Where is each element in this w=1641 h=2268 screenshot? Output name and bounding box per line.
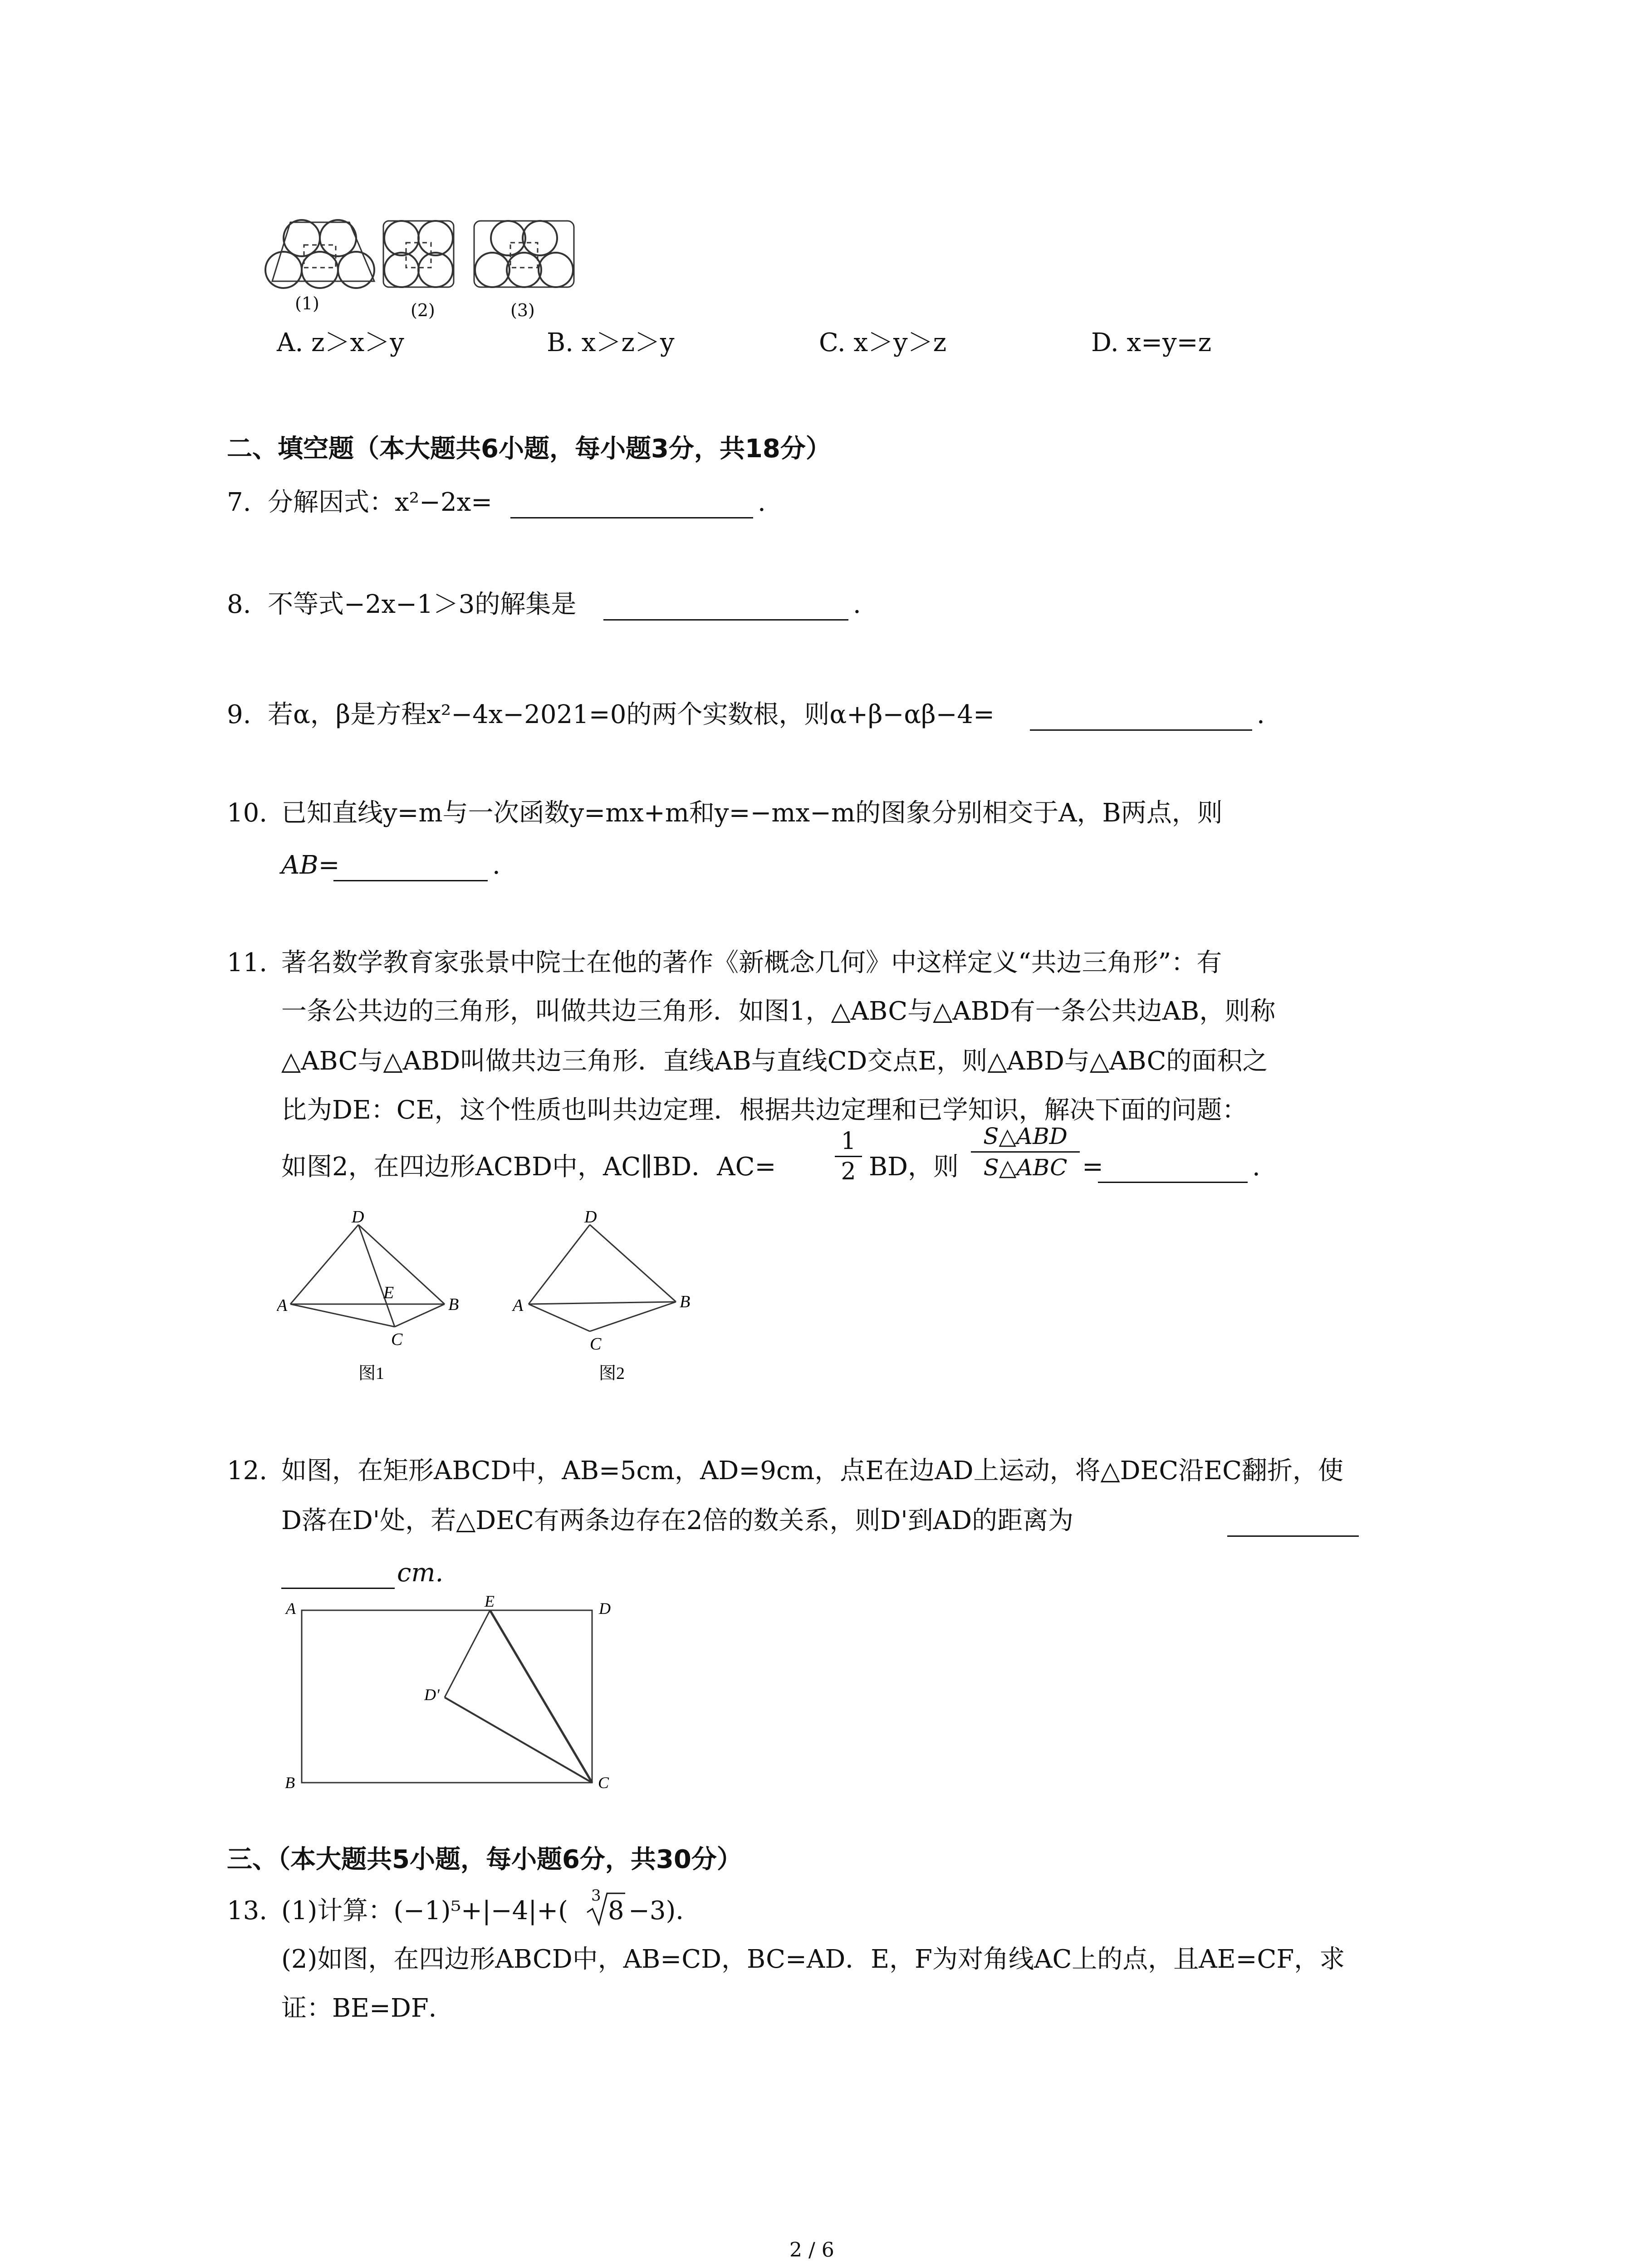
- q13-part2-line1: (2)如图，在四边形ABCD中，AB=CD，BC=AD．E，F为对角线AC上的点，且AE=CF，求: [281, 1945, 1345, 1974]
- q11-figure-1: [277, 1211, 472, 1383]
- cube-root-radicand: 8: [608, 1896, 624, 1926]
- q13-part1-end: −3)．: [628, 1896, 701, 1926]
- q7-text: 分解因式：x²−2x=: [268, 488, 493, 517]
- q7-end: .: [758, 488, 766, 517]
- option-b: B. x＞z＞y: [547, 328, 675, 357]
- q7-answer-blank[interactable]: [510, 517, 753, 518]
- q11-number: 11.: [227, 948, 268, 978]
- fig1-label-c: C: [391, 1330, 403, 1349]
- q9-text: 若α，β是方程x²−4x−2021=0的两个实数根，则α+β−αβ−4=: [268, 700, 995, 729]
- q9-answer-blank[interactable]: [1030, 729, 1252, 731]
- q10-end: .: [492, 850, 500, 880]
- ratio-numerator: S△ABD: [983, 1123, 1068, 1149]
- q12-label-e: E: [485, 1592, 495, 1610]
- q11-line3: △ABC与△ABD叫做共边三角形．直线AB与直线CD交点E，则△ABD与△ABC的面积之: [281, 1046, 1268, 1076]
- q13-part2-line2: 证：BE=DF．: [281, 1994, 454, 2023]
- q11-equals: =: [1082, 1152, 1103, 1182]
- frac-numerator: 1: [841, 1128, 856, 1155]
- q12-label-c: C: [598, 1774, 609, 1792]
- fig1-label-a: A: [277, 1296, 288, 1315]
- q12-line2: D落在D'处，若△DEC有两条边存在2倍的数关系，则D'到AD的距离为: [281, 1506, 1074, 1535]
- q11-line5-a: 如图2，在四边形ACBD中，AC∥BD．AC=: [281, 1152, 776, 1182]
- cube-root-index: 3: [591, 1887, 601, 1905]
- q12-line3: cm.: [397, 1558, 444, 1588]
- q11-line1: 著名数学教育家张景中院士在他的著作《新概念几何》中这样定义“共边三角形”：有: [281, 948, 1222, 978]
- q12-label-dprime: D': [424, 1686, 440, 1704]
- fig1-caption: 图1: [358, 1364, 385, 1383]
- q11-end: .: [1252, 1152, 1260, 1182]
- q8-number: 8.: [227, 590, 251, 619]
- ratio-denominator: S△ABC: [983, 1154, 1068, 1181]
- option-c: C. x＞y＞z: [819, 328, 947, 357]
- fig1-label-b: B: [448, 1295, 459, 1314]
- q11-area-ratio: [971, 1125, 1080, 1179]
- q10-answer-blank[interactable]: [333, 880, 488, 881]
- q8-end: .: [853, 590, 861, 619]
- q10-line2: AB=: [281, 850, 340, 880]
- fig2-label-c: C: [590, 1334, 602, 1354]
- fig1-label-d: D: [352, 1211, 364, 1227]
- q12-answer-blank-part2[interactable]: [281, 1588, 395, 1589]
- q12-rectangle-figure: [277, 1592, 622, 1792]
- q11-figure-2: [508, 1211, 703, 1383]
- fig2-label-b: B: [680, 1292, 691, 1311]
- fig-label-2: (2): [411, 300, 435, 320]
- fig2-caption: 图2: [599, 1364, 625, 1383]
- section-3-title: 三、（本大题共5小题，每小题6分，共30分）: [227, 1845, 742, 1874]
- q12-line1: 如图，在矩形ABCD中，AB=5cm，AD=9cm，点E在边AD上运动，将△DEC沿EC翻折，使: [281, 1456, 1343, 1486]
- section-2-title: 二、填空题（本大题共6小题，每小题3分，共18分）: [227, 434, 831, 464]
- q12-number: 12.: [227, 1456, 268, 1486]
- fig1-label-e: E: [383, 1283, 394, 1302]
- q13-part1: (1)计算：(−1)⁵+|−4|+(: [281, 1896, 568, 1926]
- option-a: A. z＞x＞y: [277, 328, 404, 357]
- q8-answer-blank[interactable]: [603, 619, 848, 621]
- option-d: D. x=y=z: [1091, 328, 1212, 357]
- q11-line2: 一条公共边的三角形，叫做共边三角形．如图1，△ABC与△ABD有一条公共边AB，则称: [281, 997, 1276, 1026]
- q9-end: .: [1257, 700, 1265, 729]
- fig2-label-a: A: [513, 1296, 524, 1315]
- q9-number: 9.: [227, 700, 251, 729]
- q11-line5-b: BD，则: [869, 1152, 959, 1182]
- q11-line4: 比为DE：CE，这个性质也叫共边定理．根据共边定理和已学知识，解决下面的问题：: [281, 1095, 1248, 1125]
- q10-line1: 已知直线y=m与一次函数y=mx+m和y=−mx−m的图象分别相交于A，B两点，则: [281, 798, 1223, 828]
- q10-number: 10.: [227, 798, 268, 828]
- fig2-label-d: D: [584, 1211, 597, 1227]
- fig-label-1: (1): [295, 293, 319, 313]
- q13-number: 13.: [227, 1896, 268, 1926]
- q8-text: 不等式−2x−1＞3的解集是: [268, 590, 577, 619]
- q11-answer-blank[interactable]: [1098, 1182, 1248, 1183]
- q12-answer-blank-part1[interactable]: [1227, 1535, 1359, 1537]
- frac-denominator: 2: [841, 1158, 856, 1185]
- q11-fraction-half: [835, 1129, 862, 1183]
- page-number: 2 / 6: [789, 2239, 834, 2262]
- q12-label-d: D: [599, 1599, 611, 1618]
- q7-number: 7.: [227, 488, 251, 517]
- q12-label-a: A: [286, 1599, 296, 1618]
- q12-label-b: B: [285, 1774, 295, 1792]
- fig-label-3: (3): [510, 300, 535, 320]
